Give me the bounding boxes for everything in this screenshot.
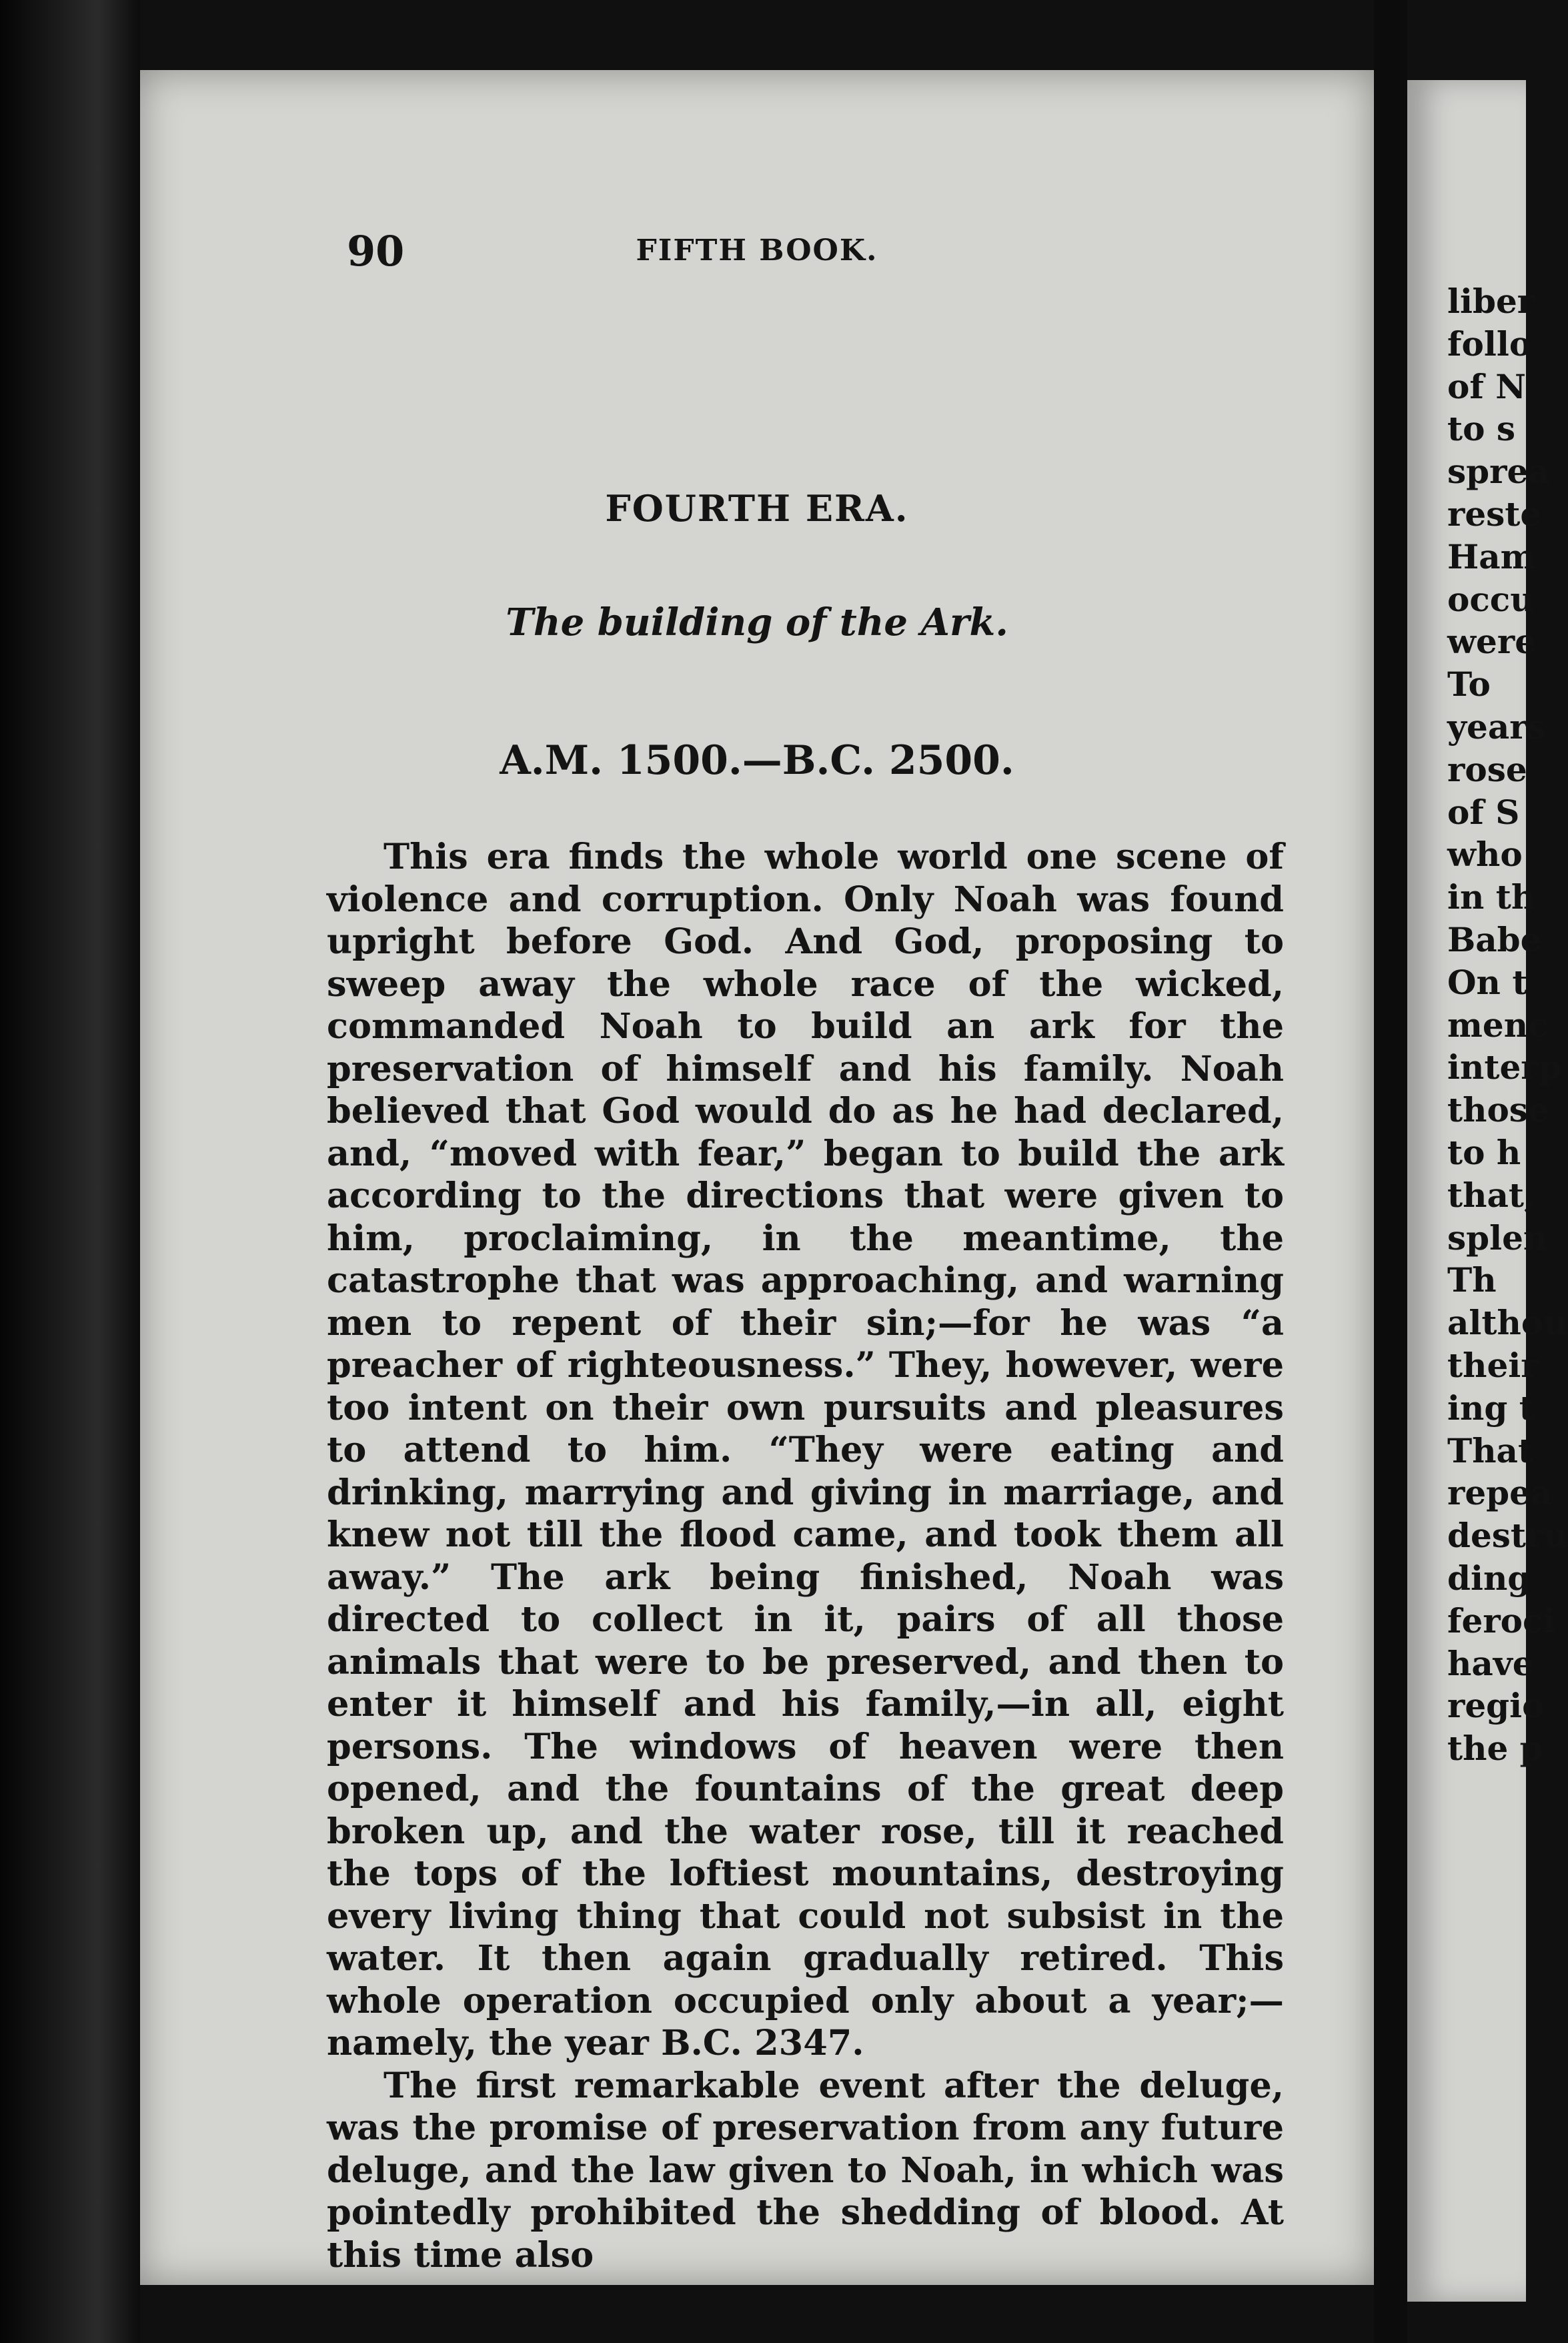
facing-page-line: of N: [1447, 366, 1526, 406]
facing-page-line: feroci: [1447, 1600, 1556, 1641]
facing-page-line: Babe: [1447, 919, 1542, 959]
facing-page-line: Th: [1447, 1260, 1497, 1300]
facing-page-line: that,: [1447, 1175, 1536, 1215]
facing-page-line: years: [1447, 707, 1546, 747]
book-page: [140, 70, 1374, 2285]
facing-page-line: repea: [1447, 1473, 1553, 1513]
facing-page-line: ing t: [1447, 1388, 1535, 1428]
facing-page-line: their: [1447, 1345, 1539, 1385]
page-header: [140, 227, 1374, 280]
facing-page-line: menc: [1447, 1005, 1549, 1045]
facing-page-line: the p: [1447, 1729, 1543, 1769]
paragraph-1: This era finds the whole world one scene of violence and corruption. Only Noah was found upright before God. And God, proposing to sweep away the whole race of the wicked, commanded Noah to build an ark for the preservation of himself and his family. Noah believed that God would do as he had declared, and, “moved with fear,” began to build the ark according to the directions that were given to him, proclaiming, in the meantime, the catastrophe that was approaching, and warning men to repent of their sin;—for he was “a preacher of righteousness.” They, however, were too intent on their own pursuits and pleasures to attend to him. “They were eating and drinking, marrying and giving in marriage, and knew not till the flood came, and took them all away.” The ark being finished, Noah was directed to collect in it, pairs of all those animals that were to be preserved, and then to enter it himself and his family,—in all, eight persons. The windows of heaven were then opened, and the fountains of the great deep broken up, and the water rose, till it reached the tops of the loftiest mountains, destroying every living thing that could not subsist in the water. It then again gradually retired. This whole operation occupied only about a year;—namely, the year B.C. 2347.: [327, 837, 1284, 2063]
facing-page-line: reste: [1447, 494, 1542, 534]
facing-page-line: of S: [1447, 792, 1520, 832]
facing-page-text: [1447, 280, 1568, 1770]
facing-page-line: To: [1447, 664, 1491, 705]
facing-page-line: destru: [1447, 1516, 1568, 1556]
date-line: A.M. 1500.—B.C. 2500.: [500, 737, 1014, 784]
facing-page-line: sprea: [1447, 452, 1550, 492]
facing-page-line: rose: [1447, 749, 1527, 789]
section-subtitle: The building of the Ark.: [506, 600, 1008, 644]
facing-page-line: althou: [1447, 1303, 1568, 1343]
facing-page-line: occu: [1447, 579, 1535, 619]
facing-page-line: splen: [1447, 1218, 1548, 1258]
section-title: FOURTH ERA.: [605, 487, 909, 530]
facing-page-line: to s: [1447, 409, 1516, 449]
facing-page-line: follo: [1447, 324, 1532, 364]
facing-page-line: in th: [1447, 877, 1536, 917]
facing-page-line: liber: [1447, 282, 1535, 321]
paragraph-2: The first remarkable event after the deluge, was the promise of preservation from any future deluge, and the law given to Noah, in which was pointedly prohibited the shedding of blood. At this time also: [327, 2065, 1284, 2276]
facing-page-line: On t: [1447, 962, 1528, 1002]
facing-page-line: ding: [1447, 1558, 1531, 1598]
facing-page: [1407, 80, 1568, 2302]
facing-page-line: who: [1447, 835, 1523, 875]
facing-page-line: interp: [1447, 1047, 1562, 1087]
facing-page-line: those: [1447, 1090, 1549, 1130]
facing-page-line: have: [1447, 1643, 1534, 1683]
page-gutter: [1374, 0, 1407, 2343]
body-text: [327, 836, 1284, 2276]
page-number: 90: [347, 227, 405, 276]
running-head: FIFTH BOOK.: [636, 233, 878, 268]
facing-page-line: to h: [1447, 1132, 1521, 1172]
facing-page-line: were: [1447, 622, 1537, 662]
book-binding: [0, 0, 140, 2343]
facing-page-line: That: [1447, 1430, 1534, 1470]
facing-page-line: Ham: [1447, 536, 1536, 576]
facing-page-line: regio: [1447, 1686, 1545, 1726]
